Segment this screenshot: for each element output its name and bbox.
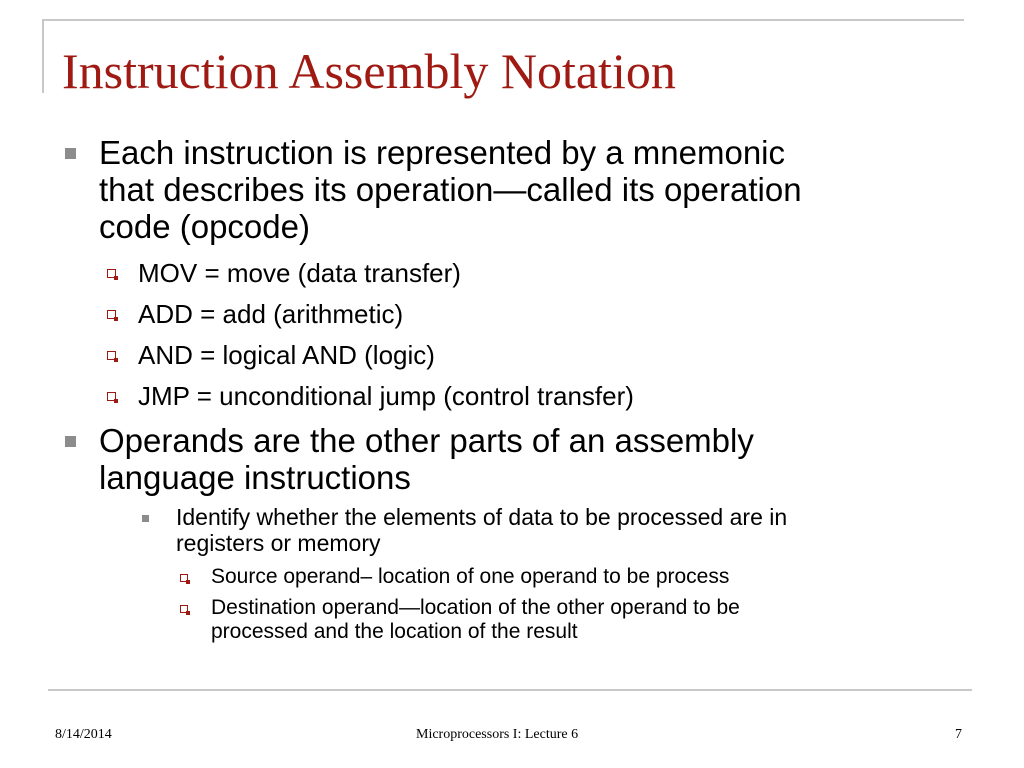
bullet-add: ADD = add (arithmetic) (138, 299, 404, 329)
slide-frame-left-rule (42, 19, 44, 93)
slide-frame-top-rule (42, 19, 964, 21)
footer-rule (48, 689, 972, 691)
square-bullet-icon (65, 436, 76, 447)
slide-title: Instruction Assembly Notation (62, 43, 676, 99)
bullet-destination-operand (211, 596, 740, 644)
bullet-line: Identify whether the elements of data to be processed are in (176, 504, 788, 530)
bullet-line: Destination operand—location of the other operand to be (211, 596, 740, 619)
bullet-and: AND = logical AND (logic) (138, 340, 435, 370)
footer-date: 8/14/2014 (55, 727, 112, 742)
hollow-square-bullet-icon (180, 605, 188, 613)
bullet-line: code (opcode) (99, 208, 310, 245)
bullet-line: Each instruction is represented by a mnemonic (99, 134, 786, 171)
hollow-square-bullet-icon (107, 310, 116, 319)
bullet-line: that describes its operation—called its operation (99, 171, 802, 208)
hollow-square-bullet-icon (107, 269, 116, 278)
hollow-square-bullet-icon (180, 574, 188, 582)
footer-course: Microprocessors I: Lecture 6 (416, 727, 579, 742)
square-bullet-icon (142, 515, 149, 522)
bullet-line: language instructions (99, 459, 411, 496)
bullet-line: registers or memory (176, 530, 381, 556)
bullet-instruction-mnemonic (99, 134, 802, 245)
hollow-square-bullet-icon (107, 351, 116, 360)
bullet-operands (99, 422, 754, 496)
footer-page-number: 7 (955, 727, 962, 742)
bullet-mov: MOV = move (data transfer) (138, 258, 461, 288)
bullet-line: processed and the location of the result (211, 620, 578, 643)
bullet-identify-registers-memory (176, 504, 787, 556)
bullet-line: Operands are the other parts of an assembly (99, 422, 754, 459)
hollow-square-bullet-icon (107, 392, 116, 401)
square-bullet-icon (65, 148, 76, 159)
bullet-jmp: JMP = unconditional jump (control transfer) (138, 381, 634, 411)
bullet-source-operand: Source operand– location of one operand to be process (211, 565, 730, 588)
